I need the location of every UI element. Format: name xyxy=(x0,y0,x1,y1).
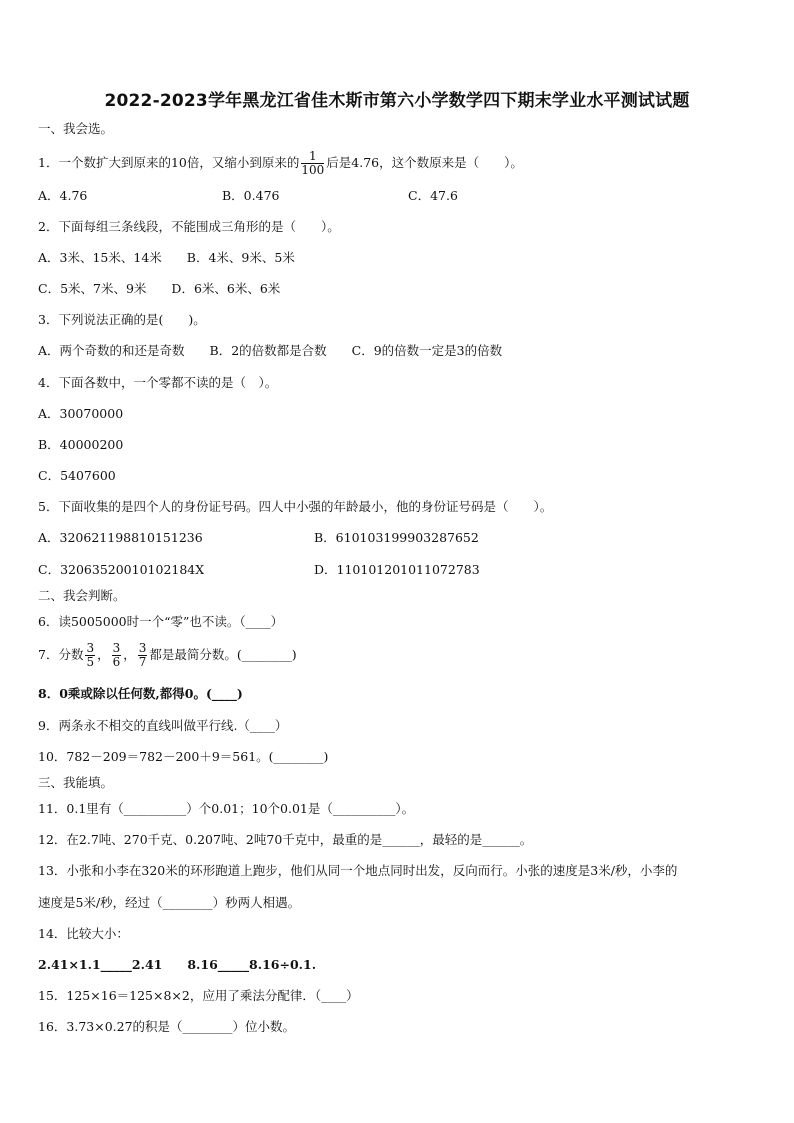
question-1-text-a: 1．一个数扩大到原来的10倍，又缩小到原来的 xyxy=(38,155,300,170)
question-14: 14．比较大小： xyxy=(38,926,129,941)
fraction-3-6 xyxy=(112,642,122,669)
question-9: 9．两条永不相交的直线叫做平行线.（____） xyxy=(38,718,288,733)
q2-options-cd[interactable]: C．5米、7米、9米 D．6米、6米、6米 xyxy=(38,281,281,296)
question-13-line-2: 速度是5米/秒，经过（________）秒两人相遇。 xyxy=(38,895,301,910)
question-4: 4．下面各数中，一个零都不读的是（ ）。 xyxy=(38,375,278,390)
section-heading-fill: 三、我能填。 xyxy=(38,775,114,790)
question-16: 16．3.73×0.27的积是（________）位小数。 xyxy=(38,1019,296,1034)
fraction-3-7 xyxy=(138,642,148,669)
fraction-1-100 xyxy=(301,150,324,177)
question-13-line-1: 13．小张和小李在320米的环形跑道上跑步，他们从同一个地点同时出发，反向而行。小张的速度是3米/秒，小李的 xyxy=(38,863,678,878)
fraction-numerator: 3 xyxy=(138,641,147,655)
fraction-numerator: 3 xyxy=(112,641,121,655)
separator: ， xyxy=(97,647,110,662)
q5-option-d[interactable]: D．110101201011072783 xyxy=(314,562,480,577)
fraction-denominator: 6 xyxy=(112,655,121,669)
fraction-denominator: 5 xyxy=(86,655,95,669)
fraction-numerator: 3 xyxy=(86,641,95,655)
question-14-compare: 2.41×1.1_____2.41 8.16_____8.16÷0.1. xyxy=(38,957,317,972)
section-heading-judge: 二、我会判断。 xyxy=(38,588,126,603)
fraction-denominator: 7 xyxy=(138,655,147,669)
question-8: 8．0乘或除以任何数,都得0。(____) xyxy=(38,686,243,701)
question-1 xyxy=(38,150,523,177)
question-5: 5．下面收集的是四个人的身份证号码。四人中小强的年龄最小，他的身份证号码是（ ）。 xyxy=(38,499,553,514)
fraction-3-5 xyxy=(85,642,95,669)
question-7-text-end: 都是最简分数。(________) xyxy=(149,647,297,662)
question-7 xyxy=(38,642,297,669)
q2-options-ab[interactable]: A．3米、15米、14米 B．4米、9米、5米 xyxy=(38,250,295,265)
q1-option-b[interactable]: B．0.476 xyxy=(222,188,280,203)
question-11: 11．0.1里有（__________）个0.01；10个0.01是（__________）。 xyxy=(38,801,415,816)
question-2: 2．下面每组三条线段，不能围成三角形的是（ ）。 xyxy=(38,219,340,234)
q4-option-a[interactable]: A．30070000 xyxy=(38,406,124,421)
q4-option-b[interactable]: B．40000200 xyxy=(38,437,124,452)
fraction-numerator: 1 xyxy=(301,150,324,164)
page-title: 2022-2023学年黑龙江省佳木斯市第六小学数学四下期末学业水平测试试题 xyxy=(104,91,690,111)
q5-option-c[interactable]: C．32063520010102184X xyxy=(38,562,205,577)
separator: ， xyxy=(123,647,136,662)
section-heading-choose: 一、我会选。 xyxy=(38,121,114,136)
question-15: 15．125×16＝125×8×2，应用了乘法分配律．（____） xyxy=(38,988,359,1003)
question-3: 3．下列说法正确的是( )。 xyxy=(38,312,206,327)
q1-option-a[interactable]: A．4.76 xyxy=(38,188,88,203)
question-10: 10．782－209＝782－200＋9＝561。(________) xyxy=(38,749,329,764)
question-12: 12．在2.7吨、270千克、0.207吨、2吨70千克中，最重的是______，最轻的是______。 xyxy=(38,832,533,847)
q5-option-a[interactable]: A．320621198810151236 xyxy=(38,530,203,545)
q4-option-c[interactable]: C．5407600 xyxy=(38,468,116,483)
question-6: 6．读5005000时一个“零”也不读。（____） xyxy=(38,614,284,629)
q5-option-b[interactable]: B．610103199903287652 xyxy=(314,530,479,545)
q1-option-c[interactable]: C．47.6 xyxy=(408,188,458,203)
question-1-text-b: 后是4.76，这个数原来是（ ）。 xyxy=(326,155,523,170)
question-7-text: 7．分数 xyxy=(38,647,84,662)
q3-options[interactable]: A．两个奇数的和还是奇数 B．2的倍数都是合数 C．9的倍数一定是3的倍数 xyxy=(38,343,503,358)
fraction-denominator: 100 xyxy=(301,163,325,177)
